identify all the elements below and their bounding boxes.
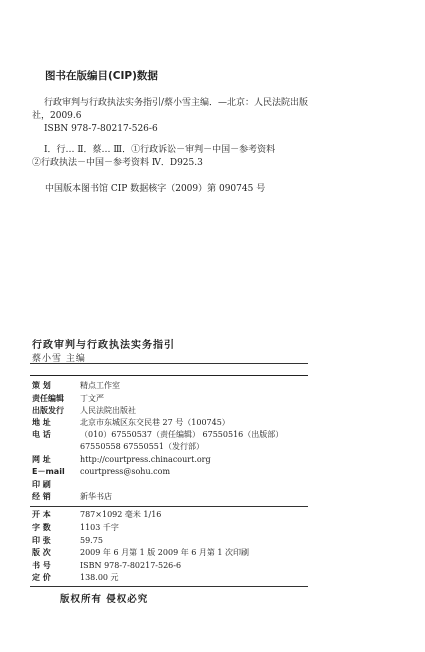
info-value: 67550558 67550551（发行部） [80, 442, 204, 451]
cip-library-record: 中国版本图书馆 CIP 数据核字（2009）第 090745 号 [45, 184, 266, 194]
spec-key: 版 次 [32, 548, 51, 557]
spec-value: 59.75 [80, 536, 103, 545]
info-key: 责任编辑 [32, 394, 64, 403]
divider [30, 506, 308, 507]
cip-line: ②行政执法－中国－参考资料 Ⅳ．D925.3 [32, 158, 203, 168]
info-value: （010）67550537（责任编辑） 67550516（出版部） [80, 430, 284, 439]
info-key: 电 话 [32, 430, 51, 439]
info-key: 经 销 [32, 492, 51, 501]
divider [30, 375, 308, 376]
info-value: 精点工作室 [80, 381, 120, 390]
info-value: 新华书店 [80, 492, 112, 501]
spec-key: 印 张 [32, 536, 51, 545]
spec-value: ISBN 978-7-80217-526-6 [80, 561, 182, 570]
book-title: 行政审判与行政执法实务指引 [32, 340, 175, 351]
cip-record [32, 97, 372, 170]
info-value: 人民法院出版社 [80, 406, 136, 415]
divider [30, 586, 308, 587]
info-value: courtpress@sohu.com [80, 467, 171, 476]
info-key: 地 址 [32, 418, 51, 427]
cip-line: 行政审判与行政执法实务指引/蔡小雪主编．—北京：人民法院出版 [44, 98, 309, 108]
info-key: 印 刷 [32, 480, 51, 489]
spec-key: 定 价 [32, 573, 51, 582]
divider [30, 363, 308, 364]
cip-line: 社，2009.6 [32, 111, 82, 121]
spec-key: 开 本 [32, 510, 51, 519]
spec-key: 字 数 [32, 523, 51, 532]
spec-key: 书 号 [32, 561, 51, 570]
cip-line: ISBN 978-7-80217-526-6 [44, 124, 158, 134]
info-key: 策 划 [32, 381, 51, 390]
info-value: 丁文严 [80, 394, 104, 403]
info-key: 出版发行 [32, 406, 64, 415]
cip-heading: 图书在版编目(CIP)数据 [45, 70, 158, 82]
spec-value: 138.00 元 [80, 573, 119, 582]
info-key: E－mail [32, 467, 65, 476]
spec-value: 2009 年 6 月第 1 版 2009 年 6 月第 1 次印刷 [80, 548, 250, 557]
info-value: 北京市东城区东交民巷 27 号（100745） [80, 418, 230, 427]
cip-gap [32, 136, 372, 144]
cip-line: Ⅰ．行… Ⅱ．蔡… Ⅲ．①行政诉讼－审判－中国－参考资料 [44, 145, 276, 155]
info-value: http://courtpress.chinacourt.org [80, 455, 211, 464]
spec-value: 1103 千字 [80, 523, 119, 532]
spec-value: 787×1092 毫米 1/16 [80, 510, 162, 519]
book-editor: 蔡小雪 主编 [32, 354, 86, 364]
copyright-notice: 版权所有 侵权必究 [60, 594, 149, 605]
info-key: 网 址 [32, 455, 51, 464]
